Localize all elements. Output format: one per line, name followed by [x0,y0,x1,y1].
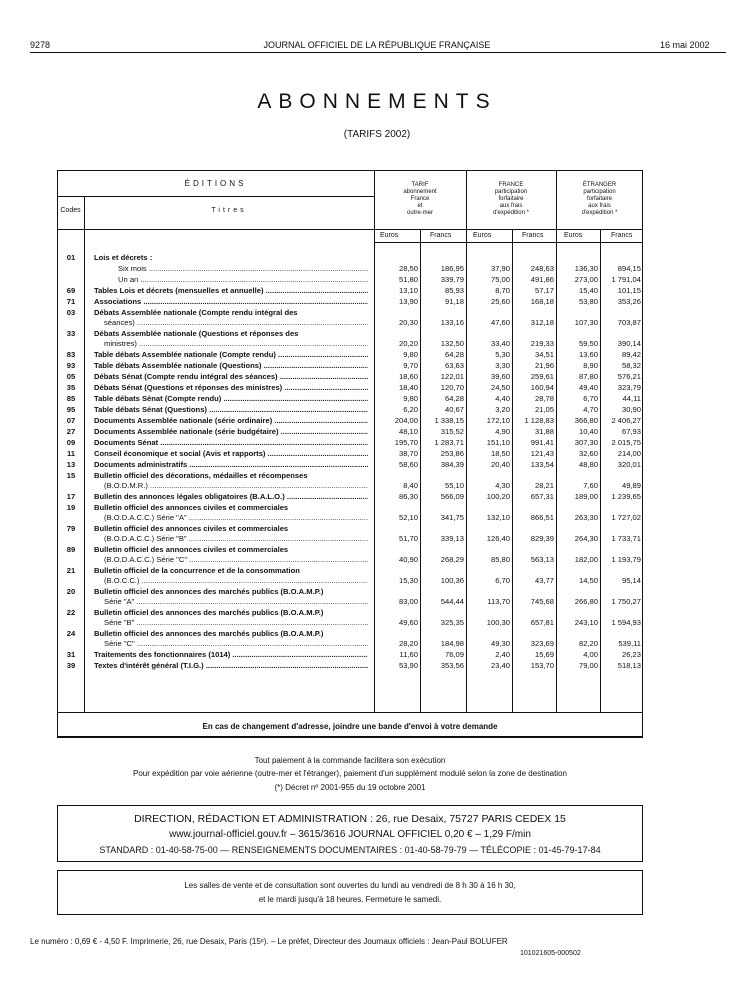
row-value: 264,30 [574,534,598,543]
row-value: 339,79 [440,275,464,284]
row-value: 24,50 [490,383,510,392]
editions-heading: ÉDITIONS [184,179,247,188]
row-value: 20,30 [398,318,418,327]
etranger-heading-line: ÉTRANGER [582,182,617,188]
row-title: Bulletin officiel des annonces des marchés publics (B.O.A.M.P.) [94,629,324,638]
direction-website: www.journal-officiel.gouv.fr – 3615/3616 JOURNAL OFFICIEL 0,20 € – 1,29 F/min [169,829,531,840]
row-code: 71 [66,297,76,306]
row-code: 19 [66,503,76,512]
row-title: Lois et décrets : [94,253,153,262]
etranger-heading-line: participation [583,189,616,195]
row-value: 113,70 [487,597,510,606]
row-value: 18,60 [398,372,418,381]
row-value: 8,40 [403,481,418,490]
row-value: 31,88 [534,427,554,436]
notes-rule [57,737,643,738]
row-value: 1 193,79 [611,555,641,564]
unit-francs-tarif: Francs [430,232,452,239]
row-value: 95,14 [621,576,641,585]
row-value: 75,00 [490,275,510,284]
row-value: 273,00 [574,275,598,284]
row-value: 44,11 [622,394,641,403]
row-value: 28,78 [534,394,554,403]
row-title: Bulletin officiel des décorations, médailles et récompenses [94,471,308,480]
row-value: 153,70 [530,661,554,670]
row-code: 11 [66,449,76,458]
row-value: 657,81 [530,618,554,627]
row-value: 23,40 [490,661,510,670]
row-value: 15,30 [398,576,418,585]
row-value: 384,39 [440,460,464,469]
tarif-heading-line: TARIF [411,182,429,188]
row-value: 76,09 [444,650,464,659]
row-value: 4,00 [583,650,598,659]
row-value: 133,54 [530,460,554,469]
row-title-continued: (B.O.D.A.C.C.) Série "C" ..... [104,555,368,565]
row-value: 1 128,83 [524,416,554,425]
row-title: Un an ..... [118,275,368,285]
row-code: 85 [66,394,76,403]
row-value: 4,40 [495,394,510,403]
row-value: 21,05 [534,405,554,414]
unit-euros-tarif: Euros [380,232,399,239]
row-value: 991,41 [530,438,554,447]
footer-id: 101021605-000502 [520,950,581,957]
row-value: 79,00 [578,661,598,670]
france-heading-line: FRANCE [498,182,524,188]
row-value: 100,20 [486,492,510,501]
row-title-continued: Série "B" ..... [104,618,368,628]
row-value: 91,18 [444,297,464,306]
issue-date: 16 mai 2002 [660,40,710,50]
row-value: 49,40 [578,383,598,392]
row-value: 2,40 [495,650,510,659]
row-value: 1 791,04 [611,275,641,284]
row-value: 204,00 [394,416,418,425]
row-value: 195,70 [394,438,418,447]
row-value: 320,01 [617,460,641,469]
row-value: 259,61 [530,372,554,381]
row-title: Documents administratifs ..... [94,460,368,470]
row-title: Table débats Sénat (Questions) ..... [94,405,368,415]
row-code: 79 [66,524,76,533]
row-value: 58,60 [398,460,418,469]
row-value: 40,67 [444,405,464,414]
row-title-continued: (B.O.C.C.) ..... [104,576,368,586]
etranger-heading-line: aux frais [588,203,611,209]
row-value: 214,00 [617,449,641,458]
row-value: 51,80 [398,275,418,284]
row-value: 28,21 [534,481,554,490]
row-value: 323,69 [530,639,554,648]
row-value: 894,15 [617,264,641,273]
row-value: 2 015,75 [611,438,641,447]
unit-francs-france: Francs [522,232,544,239]
row-value: 64,28 [444,394,464,403]
row-value: 4,70 [583,405,598,414]
france-heading-line: participation [494,189,528,195]
row-value: 1 239,65 [611,492,641,501]
row-code: 39 [66,661,76,670]
page-subtitle: (TARIFS 2002) [343,129,411,140]
row-value: 219,33 [530,339,554,348]
row-value: 1 733,71 [611,534,641,543]
row-value: 263,30 [574,513,598,522]
row-title-continued: Série "A" ..... [104,597,368,607]
row-value: 866,51 [530,513,554,522]
row-value: 47,60 [490,318,510,327]
row-value: 20,40 [490,460,510,469]
row-value: 1 750,27 [611,597,641,606]
page-number: 9278 [30,40,51,50]
row-value: 6,20 [403,405,418,414]
row-value: 3,30 [495,361,510,370]
page-title: ABONNEMENTS [257,90,497,113]
row-value: 136,30 [574,264,598,273]
row-value: 43,77 [534,576,554,585]
payment-note-2: Pour expédition par voie aérienne (outre-mer et l'étranger), paiement d'un supplément modulé selon la zone de destination [133,769,567,778]
row-value: 49,60 [398,618,418,627]
row-value: 15,69 [534,650,554,659]
row-value: 1 727,02 [611,513,641,522]
row-value: 14,50 [578,576,598,585]
row-value: 107,30 [574,318,598,327]
france-heading-line: aux frais [499,203,523,209]
row-code: 89 [66,545,76,554]
row-value: 126,40 [486,534,510,543]
sales-hours-2: et le mardi jusqu'à 18 heures. Fermeture le samedi. [258,895,442,904]
row-value: 184,98 [440,639,464,648]
tarif-heading-line: France [410,196,430,202]
row-value: 168,18 [530,297,554,306]
decree-note: (*) Décret nº 2001-955 du 19 octobre 2001 [274,783,426,792]
row-value: 6,70 [495,576,510,585]
row-value: 101,15 [617,286,641,295]
row-title-continued: séances) ..... [104,318,368,328]
row-value: 366,80 [574,416,598,425]
row-value: 9,70 [403,361,418,370]
row-value: 85,93 [444,286,464,295]
row-value: 100,30 [486,618,510,627]
row-value: 657,31 [530,492,554,501]
row-value: 39,60 [490,372,510,381]
row-value: 566,09 [440,492,464,501]
row-value: 85,80 [490,555,510,564]
row-value: 9,80 [403,350,418,359]
titres-heading: Titres [211,207,247,214]
row-value: 13,10 [398,286,418,295]
row-value: 266,80 [574,597,598,606]
row-value: 133,16 [440,318,464,327]
row-title-continued: (B.O.D.M.R.) ..... [104,481,368,491]
row-value: 315,52 [440,427,464,436]
row-code: 93 [66,361,76,370]
row-code: 13 [66,460,76,469]
etranger-heading-line: forfaitaire [586,196,612,202]
row-title: Associations ..... [94,297,368,307]
row-value: 59,50 [578,339,598,348]
row-title: Débats Assemblée nationale (Questions et réponses des [94,329,299,338]
row-title: Bulletin officiel des annonces des marchés publics (B.O.A.M.P.) [94,587,324,596]
row-value: 18,50 [490,449,510,458]
row-value: 120,70 [440,383,464,392]
row-value: 13,60 [578,350,598,359]
row-value: 38,70 [398,449,418,458]
row-value: 248,63 [530,264,554,273]
row-value: 13,90 [398,297,418,306]
row-value: 121,43 [530,449,554,458]
row-code: 20 [66,587,76,596]
row-value: 21,96 [534,361,554,370]
row-code: 22 [66,608,76,617]
row-value: 339,13 [440,534,464,543]
row-value: 703,87 [617,318,641,327]
row-value: 34,51 [534,350,554,359]
row-title: Table débats Sénat (Compte rendu) ..... [94,394,368,404]
sales-box [57,870,643,915]
row-value: 323,79 [617,383,641,392]
row-value: 341,75 [440,513,464,522]
direction-phones: STANDARD : 01-40-58-75-00 — RENSEIGNEMENTS DOCUMENTAIRES : 01-40-58-79-79 — TÉLÉCOPIE : 01-45-79-17-84 [99,845,601,855]
unit-francs-etranger: Francs [611,232,633,239]
row-title: Bulletin officiel des annonces civiles et commerciales [94,503,289,512]
row-title: Conseil économique et social (Avis et rapports) ..... [94,449,368,459]
row-value: 11,60 [399,650,418,659]
row-code: 21 [66,566,76,575]
row-title: Traitements des fonctionnaires (1014) ..... [94,650,368,660]
row-value: 1 338,15 [434,416,464,425]
row-value: 151,10 [486,438,510,447]
row-title-continued: (B.O.D.A.C.C.) Série "B" ..... [104,534,368,544]
row-value: 2 406,27 [611,416,641,425]
row-value: 353,56 [440,661,464,670]
row-value: 312,18 [530,318,554,327]
row-title: Documents Assemblée nationale (série ordinaire) ..... [94,416,368,426]
row-value: 52,10 [398,513,418,522]
row-value: 20,20 [398,339,418,348]
row-code: 35 [66,383,76,392]
row-title: Débats Assemblée nationale (Compte rendu intégral des [94,308,298,317]
row-title: Bulletin officiel des annonces des marchés publics (B.O.A.M.P.) [94,608,324,617]
row-value: 28,50 [398,264,418,273]
payment-note-1: Tout paiement à la commande facilitera son exécution [254,756,446,765]
direction-address: DIRECTION, RÉDACTION ET ADMINISTRATION : 26, rue Desaix, 75727 PARIS CEDEX 15 [134,813,566,825]
row-value: 518,13 [617,661,641,670]
row-value: 186,95 [440,264,464,273]
france-heading-line: forfaitaire [498,196,524,202]
row-title: Documents Sénat ..... [94,438,368,448]
journal-title: JOURNAL OFFICIEL DE LA RÉPUBLIQUE FRANÇAISE [263,40,491,50]
etranger-heading-line: d'expédition * [581,210,618,216]
row-value: 307,30 [574,438,598,447]
row-value: 53,80 [578,297,598,306]
row-title: Débats Sénat (Compte rendu intégral des séances) ..... [94,372,368,382]
row-title: Bulletin officiel des annonces civiles et commerciales [94,524,289,533]
row-value: 82,20 [578,639,598,648]
row-title: Textes d'intérêt général (T.I.G.) ..... [94,661,368,671]
row-title: Bulletin des annonces légales obligatoires (B.A.L.O.) ..... [94,492,368,502]
row-value: 122,01 [440,372,464,381]
row-value: 18,40 [398,383,418,392]
france-heading-line: d'expédition * [493,210,529,216]
row-value: 544,44 [440,597,464,606]
row-value: 15,40 [578,286,598,295]
row-value: 48,80 [578,460,598,469]
row-value: 83,00 [398,597,418,606]
row-value: 49,30 [490,639,510,648]
row-code: 24 [66,629,76,638]
tarif-heading-line: outre-mer [406,210,433,216]
row-title-continued: Série "C" ..... [104,639,368,649]
tarif-heading-line: abonnement [403,189,437,195]
row-code: 31 [66,650,76,659]
row-value: 86,30 [398,492,418,501]
row-value: 1 594,93 [611,618,641,627]
row-value: 3,20 [495,405,510,414]
row-title: Tables Lois et décrets (mensuelles et annuelle) ..... [94,286,368,296]
row-value: 57,17 [534,286,554,295]
address-change-note: En cas de changement d'adresse, joindre une bande d'envoi à votre demande [202,722,498,731]
row-value: 30,90 [621,405,641,414]
unit-euros-france: Euros [473,232,492,239]
row-code: 27 [66,427,76,436]
row-code: 01 [66,253,76,262]
row-value: 253,86 [440,449,464,458]
row-code: 83 [66,350,76,359]
row-title: Table débats Assemblée nationale (Compte rendu) ..... [94,350,368,360]
row-code: 09 [66,438,76,447]
row-value: 64,28 [444,350,464,359]
row-code: 07 [66,416,76,425]
tarif-heading-line: et [417,203,423,209]
row-value: 172,10 [486,416,510,425]
row-title: Débats Sénat (Questions et réponses des ministres) ..... [94,383,368,393]
row-value: 5,30 [495,350,510,359]
row-value: 25,60 [490,297,510,306]
row-value: 9,80 [403,394,418,403]
row-value: 1 283,71 [434,438,464,447]
row-value: 353,26 [617,297,641,306]
row-value: 51,70 [398,534,418,543]
row-value: 491,86 [530,275,554,284]
row-value: 89,42 [621,350,641,359]
row-value: 67,93 [621,427,641,436]
row-value: 8,70 [495,286,510,295]
row-value: 6,70 [583,394,598,403]
row-value: 48,10 [398,427,418,436]
row-value: 4,30 [495,481,510,490]
row-value: 325,35 [440,618,464,627]
row-value: 8,90 [583,361,598,370]
row-value: 33,40 [490,339,510,348]
row-value: 63,63 [444,361,464,370]
row-value: 4,90 [495,427,510,436]
row-value: 390,14 [617,339,641,348]
row-title: Bulletin officiel de la concurrence et de la consommation [94,566,300,575]
row-value: 539,11 [618,639,641,648]
row-value: 55,10 [444,481,464,490]
row-code: 05 [66,372,76,381]
row-code: 03 [66,308,76,317]
row-code: 69 [66,286,76,295]
row-value: 49,89 [621,481,641,490]
row-value: 32,60 [578,449,598,458]
row-value: 189,00 [574,492,598,501]
footer-imprint: Le numéro : 0,69 € - 4,50 F. Imprimerie, 26, rue Desaix, Paris (15ᵉ). – Le préfet, Directeur des Journaux officiels : Jean-Paul BOLUFER [30,937,508,946]
row-title: Bulletin officiel des annonces civiles et commerciales [94,545,289,554]
row-title: Six mois ..... [118,264,368,274]
row-value: 160,94 [530,383,554,392]
row-value: 182,00 [574,555,598,564]
row-code: 17 [66,492,76,501]
sales-hours-1: Les salles de vente et de consultation sont ouvertes du lundi au vendredi de 8 h 30 à 16 h 30, [184,881,516,890]
row-code: 33 [66,329,76,338]
row-value: 7,60 [583,481,598,490]
row-value: 132,50 [440,339,464,348]
row-value: 243,10 [574,618,598,627]
row-value: 58,32 [621,361,641,370]
row-title-continued: ministres) ..... [104,339,368,349]
row-value: 132,10 [486,513,510,522]
row-code: 95 [66,405,76,414]
row-value: 28,20 [398,639,418,648]
row-value: 87,80 [578,372,598,381]
row-value: 40,90 [398,555,418,564]
row-title-continued: (B.O.D.A.C.C.) Série "A" ..... [104,513,368,523]
row-value: 576,21 [617,372,641,381]
row-title: Documents Assemblée nationale (série budgétaire) ..... [94,427,368,437]
row-value: 563,13 [530,555,554,564]
row-value: 37,90 [490,264,510,273]
codes-heading: Codes [60,207,81,214]
row-value: 53,90 [398,661,418,670]
row-title: Table débats Assemblée nationale (Questions) ..... [94,361,368,371]
row-value: 829,39 [530,534,554,543]
row-value: 268,29 [440,555,464,564]
row-value: 745,68 [530,597,554,606]
row-value: 100,36 [440,576,464,585]
row-value: 10,40 [578,427,598,436]
row-value: 26,23 [621,650,641,659]
row-code: 15 [66,471,76,480]
unit-euros-etranger: Euros [564,232,583,239]
